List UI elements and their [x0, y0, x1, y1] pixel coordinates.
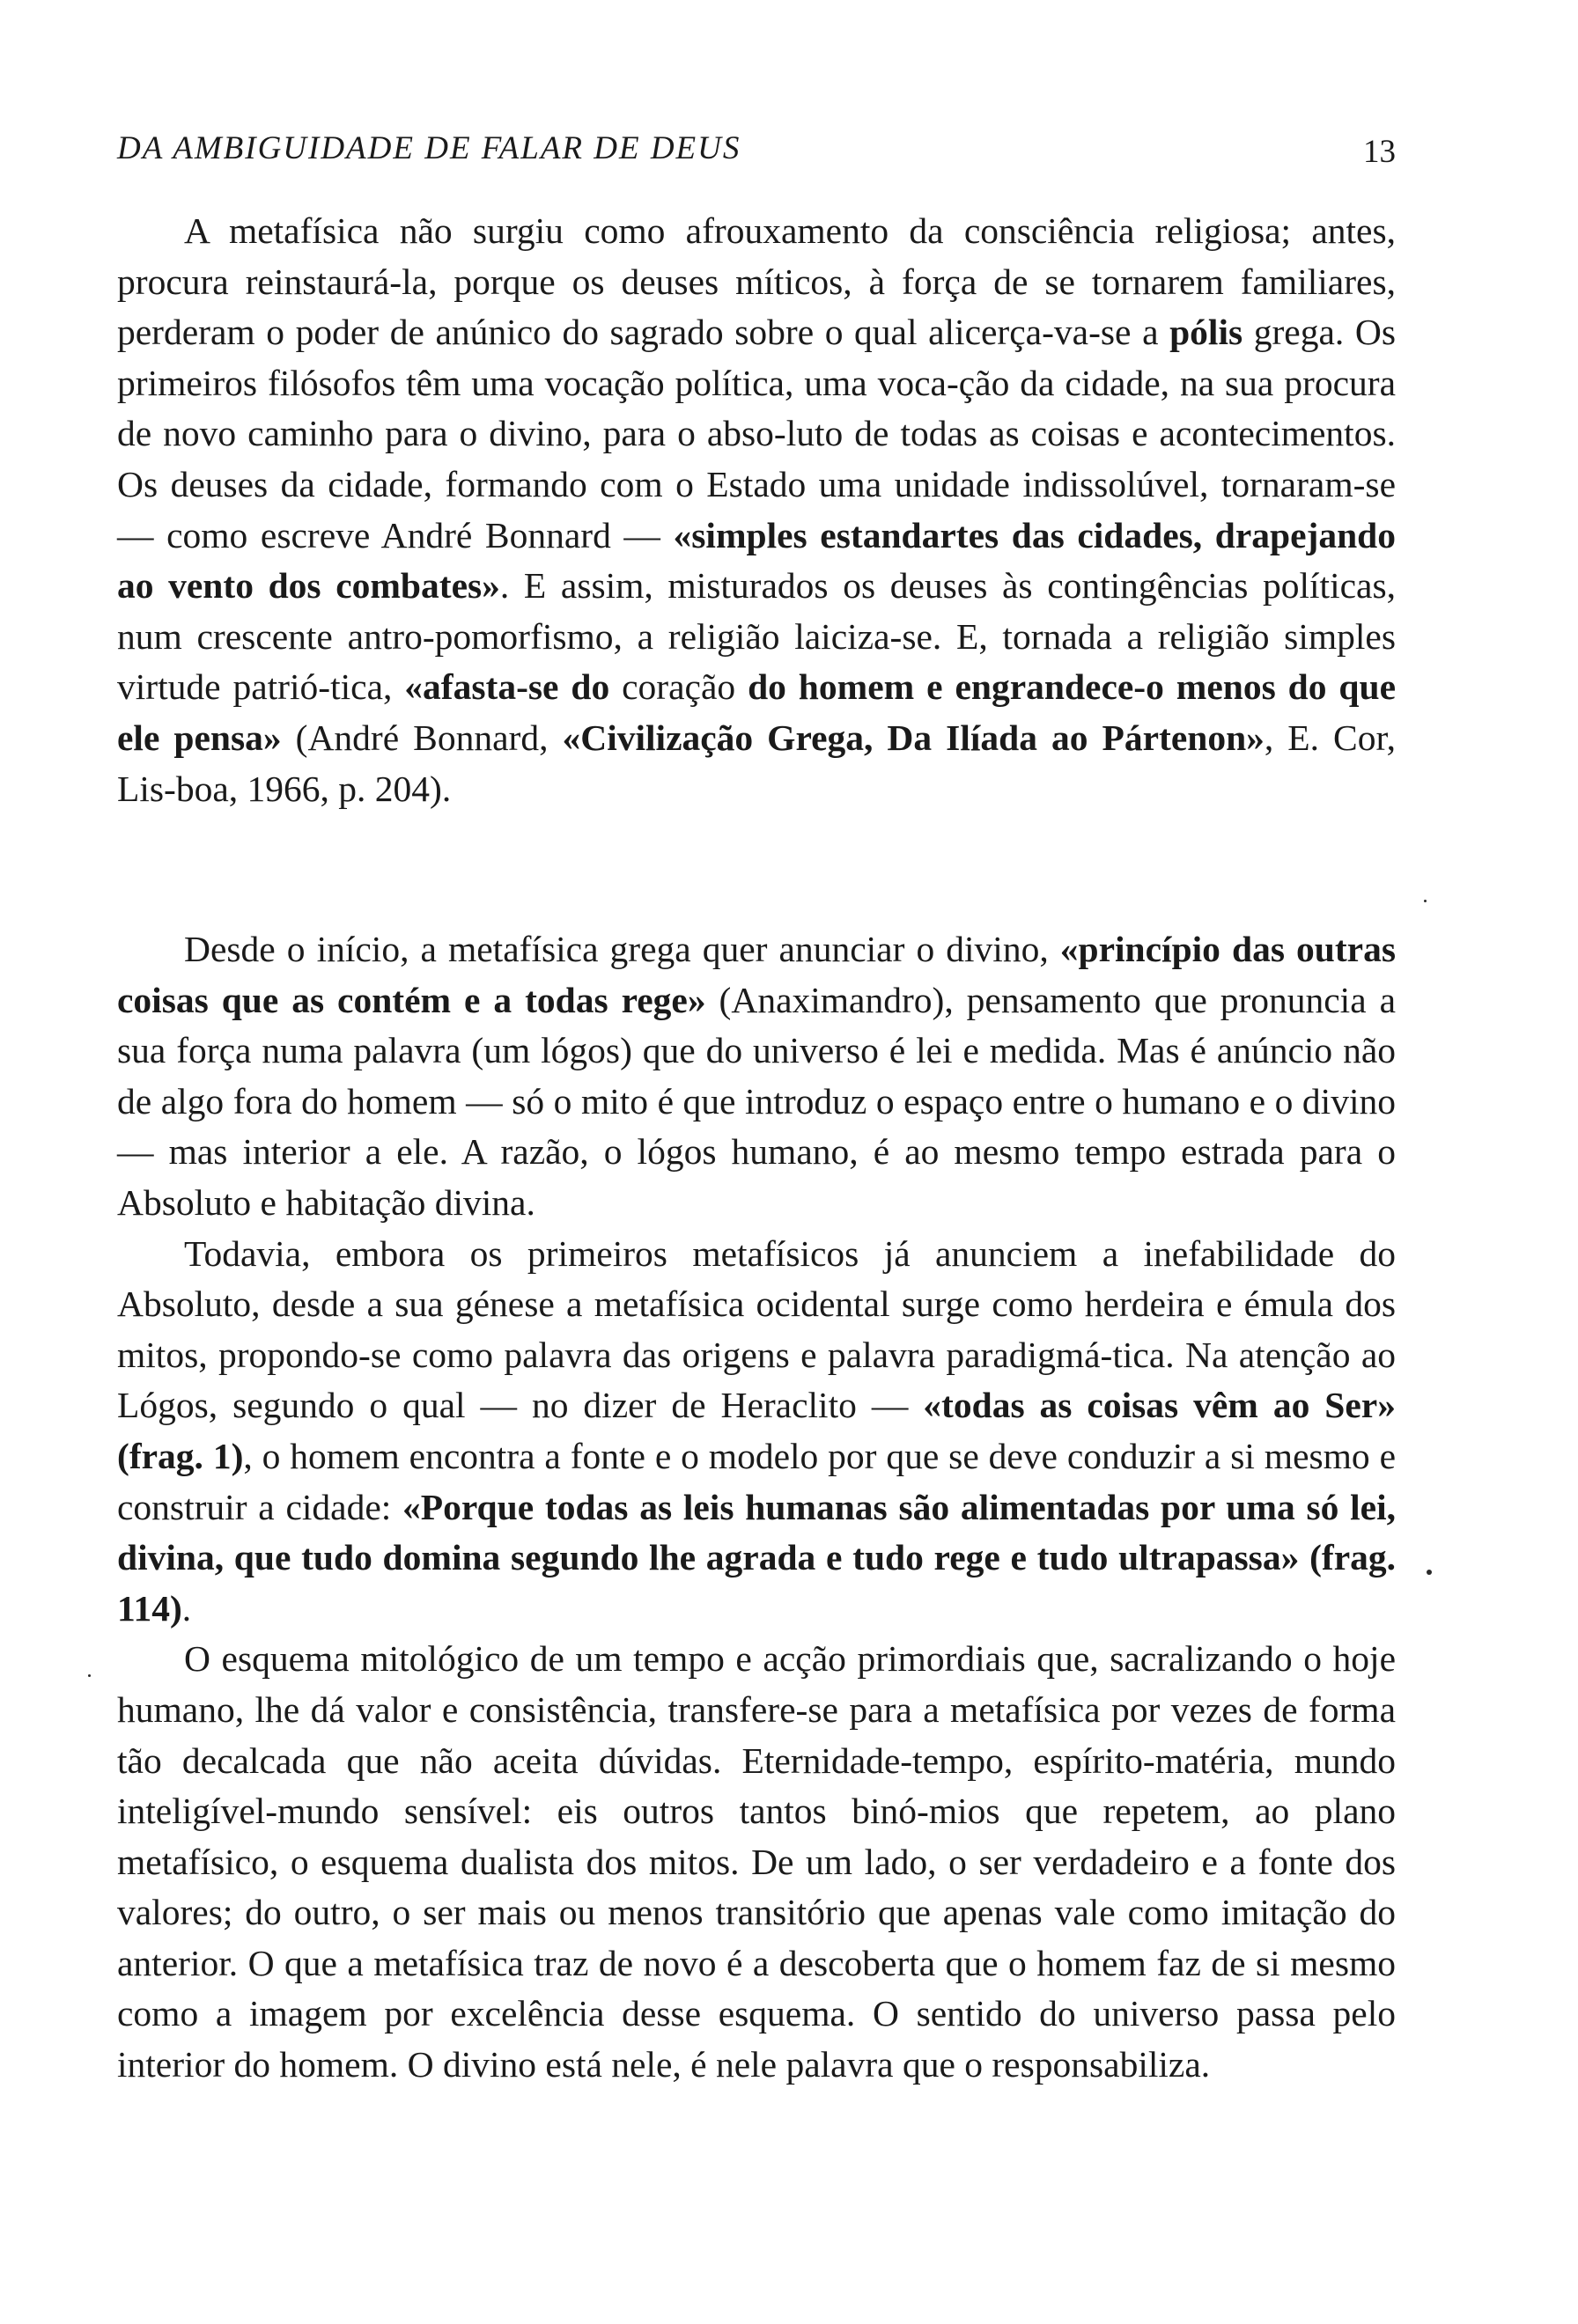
text-run: , E. Cor, Lis-boa, 1966, p. 204).	[117, 717, 1396, 809]
bold-text-run: (frag. 114)	[117, 1537, 1396, 1629]
paragraph	[117, 1634, 1396, 2090]
bold-text-run: (frag. 1)	[117, 1435, 244, 1476]
bold-text-run: «afasta-se do	[404, 666, 610, 708]
running-title: DA AMBIGUIDADE DE FALAR DE DEUS	[117, 130, 741, 166]
print-speck	[88, 1674, 91, 1677]
bold-text-run: «princípio das outras coisas que as contém e a todas rege»	[117, 929, 1396, 1020]
text-run: Todavia, embora os primeiros metafísicos já anunciem a inefabilidade do Absoluto, desde a sua génese a metafísica ocidental surge como herdeira e émula dos mitos, propondo-se como palavra das origens e palavra paradigmá-tica. Na atenção ao Lógos, segundo o qual — no dizer de Heraclito —	[117, 1232, 1396, 1426]
text-run: , o homem encontra a fonte e o modelo por que se deve conduzir a si mesmo e construir a cidade:	[117, 1435, 1396, 1527]
text-run: grega. Os primeiros filósofos têm uma vocação política, uma voca-ção da cidade, na sua procura de novo caminho para o divino, para o abso-luto de todas as coisas e acontecimentos. Os deuses da cidade, formando com o Estado uma unidade indissolúvel, tornaram-se — como escreve André Bonnard —	[117, 312, 1396, 555]
paragraph	[117, 1229, 1396, 1635]
page-number: 13	[1363, 134, 1396, 170]
text-run: Desde o início, a metafísica grega quer anunciar o divino,	[184, 929, 1060, 969]
text-run: O esquema mitológico de um tempo e acção primordiais que, sacralizando o hoje humano, lhe dá valor e consistência, transfere-se para a metafísica por vezes de forma tão decalcada que não aceita dúvidas. Eternidade-tempo, espírito-matéria, mundo inteligível-mundo sensível: eis outros tantos binó-mios que repetem, ao plano metafísico, o esquema dualista dos mitos. De um lado, o ser verdadeiro e a fonte dos valores; do outro, o ser mais ou menos transitório que apenas vale como imitação do anterior. O que a metafísica traz de novo é a descoberta que o homem faz de si mesmo como a imagem por excelência desse esquema. O sentido do universo passa pelo interior do homem. O divino está nele, é nele palavra que o responsabiliza.	[117, 1638, 1396, 2085]
bold-text-run: «todas as coisas vêm ao Ser»	[923, 1385, 1396, 1426]
text-run: .	[181, 1587, 192, 1629]
print-speck	[1427, 1570, 1432, 1575]
bold-text-run: «Porque todas as leis humanas são alimentadas por uma só lei, divina, que tudo domina segundo lhe agrada e tudo rege e tudo ultrapassa»	[117, 1486, 1396, 1578]
text-run: (André Bonnard,	[281, 717, 563, 758]
text-run	[1299, 1537, 1309, 1578]
bold-text-run: do homem e engrandece-o menos do que ele pensa»	[117, 666, 1396, 758]
text-block-main	[117, 924, 1396, 2091]
bold-text-run: «simples estandartes das cidades, drapejando ao vento dos combates»	[117, 514, 1396, 607]
paragraph	[117, 924, 1396, 1229]
running-header	[117, 132, 1396, 185]
bold-text-run: «Civilização Grega, Da Ilíada ao Pártenon»	[562, 717, 1265, 758]
print-speck	[1424, 900, 1427, 902]
paragraph	[117, 206, 1396, 814]
text-run: A metafísica não surgiu como afrouxamento da consciência religiosa; antes, procura reinstaurá-la, porque os deuses míticos, à força de se tornarem familiares, perderam o poder de anúnico do sagrado sobre o qual alicerça-va-se a	[117, 210, 1396, 353]
text-block-top	[117, 206, 1396, 814]
bold-text-run: pólis	[1169, 312, 1243, 353]
text-run: . E assim, misturados os deuses às contingências políticas, num crescente antro-pomorfismo, a religião laiciza-se. E, tornada a religião simples virtude patrió-tica,	[117, 565, 1396, 708]
text-run: (Anaximandro), pensamento que pronuncia a sua força numa palavra (um lógos) que do universo é lei e medida. Mas é anúncio não de algo fora do homem — só o mito é que introduz o espaço entre o humano e o divino — mas interior a ele. A razão, o lógos humano, é ao mesmo tempo estrada para o Absoluto e habitação divina.	[117, 979, 1396, 1223]
text-run: coração	[609, 666, 748, 708]
